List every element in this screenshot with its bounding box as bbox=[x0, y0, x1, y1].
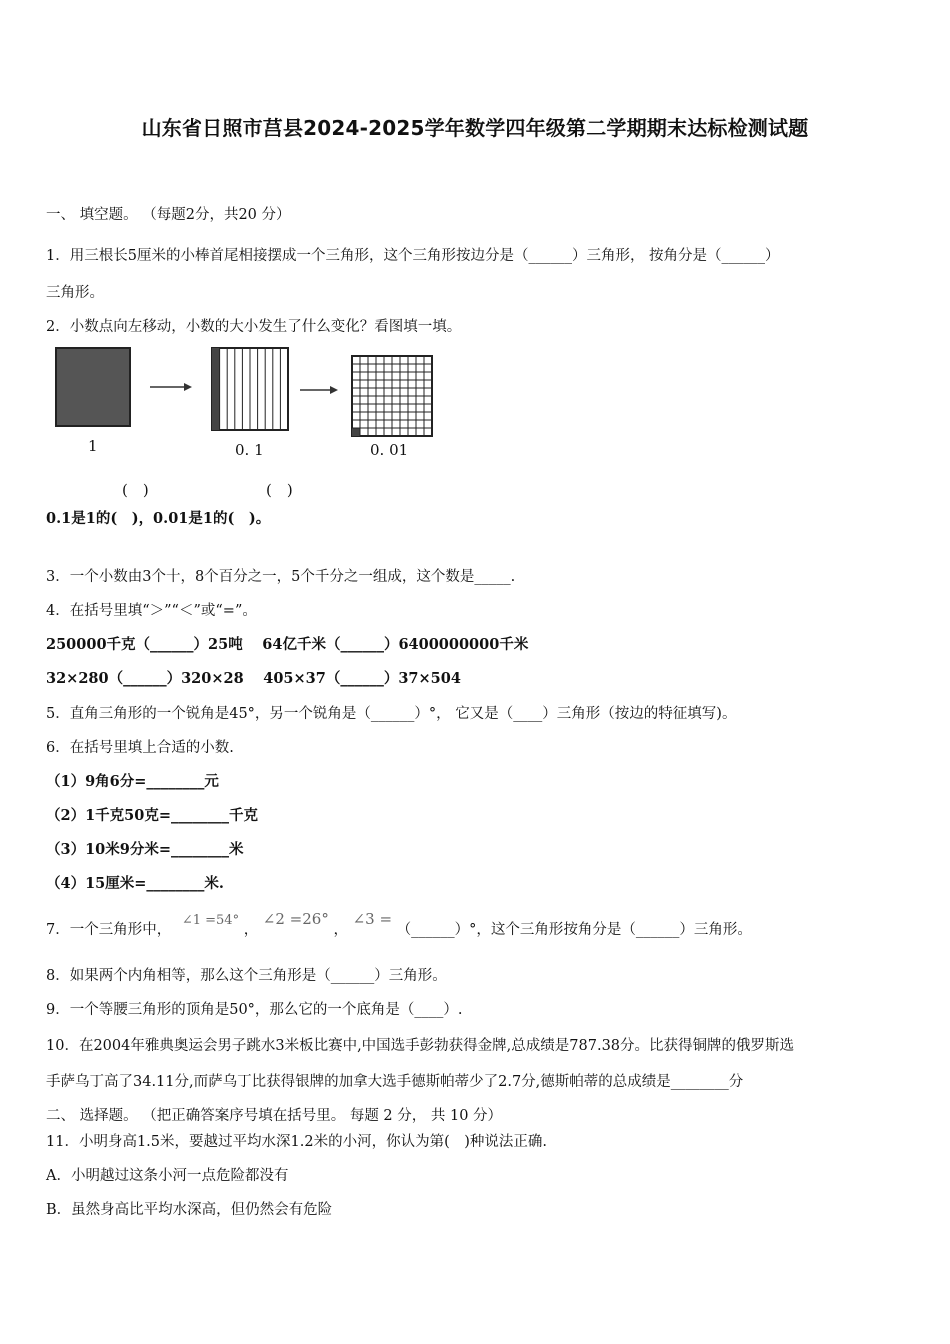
figure-label-whole: 1 bbox=[88, 437, 98, 455]
angle-3-label: ∠3 = bbox=[352, 910, 393, 928]
q2-answer-text-c: 。 bbox=[255, 510, 271, 527]
question-7: 7．一个三角形中， ∠1 =54° ， ∠2 =26° ， ∠3 = （______）°，这个三角形按角分是（______）三角形。 bbox=[46, 910, 752, 938]
section-2-heading: 二、 选择题。 （把正确答案序号填在括号里。 每题 2 分， 共 10 分） bbox=[46, 1108, 503, 1124]
question-6-item-3: （3）10米9分米=________米 bbox=[46, 841, 244, 858]
arrow-right-icon bbox=[150, 383, 192, 391]
q2-answer-text-b: ，0.01是1的 bbox=[138, 510, 228, 527]
angle-1-label: ∠1 =54° bbox=[181, 913, 240, 928]
question-4-row-2: 32×280（______）320×28 405×37（______）37×504 bbox=[46, 670, 461, 687]
question-2: 2．小数点向左移动，小数的大小发生了什么变化？看图填一填。 bbox=[46, 319, 462, 335]
question-6-item-4: （4）15厘米=________米. bbox=[46, 875, 224, 892]
option-a: A．小明越过这条小河一点危险都没有 bbox=[46, 1168, 289, 1184]
whole-square bbox=[56, 348, 130, 426]
figure-label-tenth: 0. 1 bbox=[235, 441, 264, 459]
question-9: 9．一个等腰三角形的顶角是50°，那么它的一个底角是（____）. bbox=[46, 1002, 463, 1018]
answer-blank[interactable]: ( ) bbox=[227, 510, 256, 527]
question-6: 6．在括号里填上合适的小数. bbox=[46, 740, 234, 756]
tenths-square bbox=[212, 348, 288, 430]
q2-answer-text-a: 0.1是1的 bbox=[46, 510, 111, 527]
question-4-row-1: 250000千克（______）25吨 64亿千米（______）6400000000千米 bbox=[46, 636, 529, 653]
answer-parenthesis-upper: ( ) bbox=[266, 481, 293, 499]
question-6-item-1: （1）9角6分=________元 bbox=[46, 773, 219, 790]
question-8: 8．如果两个内角相等，那么这个三角形是（______）三角形。 bbox=[46, 968, 447, 984]
answer-blank[interactable]: ( ) bbox=[110, 510, 139, 527]
section-1-heading: 一、 填空题。 （每题2分，共20 分） bbox=[46, 207, 291, 223]
arrow-right-icon bbox=[300, 386, 338, 394]
question-1-line-1: 1．用三根长5厘米的小棒首尾相接摆成一个三角形，这个三角形按边分是（______）三角形， 按角分是（______） bbox=[46, 248, 780, 264]
hundredths-square bbox=[352, 356, 432, 436]
option-b: B．虽然身高比平均水深高，但仍然会有危险 bbox=[46, 1202, 333, 1218]
angle-2-label: ∠2 =26° bbox=[262, 910, 329, 928]
question-6-item-2: （2）1千克50克=________千克 bbox=[46, 807, 259, 824]
question-1-line-2: 三角形。 bbox=[46, 285, 104, 301]
question-11: 11．小明身高1.5米，要越过平均水深1.2米的小河，你认为第( )种说法正确. bbox=[46, 1134, 547, 1150]
question-3: 3．一个小数由3个十，8个百分之一，5个千分之一组成，这个数是_____. bbox=[46, 569, 516, 585]
question-5: 5．直角三角形的一个锐角是45°，另一个锐角是（______）°， 它又是（____）三角形（按边的特征填写)。 bbox=[46, 706, 737, 722]
question-10-line-1: 10．在2004年雅典奥运会男子跳水3米板比赛中,中国选手彭勃获得金牌,总成绩是787.38分。比获得铜牌的俄罗斯选 bbox=[46, 1038, 795, 1054]
q7-text-a: 7．一个三角形中， bbox=[46, 922, 172, 938]
figure-label-hundredth: 0. 01 bbox=[370, 441, 409, 459]
answer-parenthesis-upper: ( ) bbox=[122, 481, 149, 499]
q7-text-b: （______）°，这个三角形按角分是（______）三角形。 bbox=[396, 922, 752, 938]
question-2-answer bbox=[46, 507, 270, 528]
page-title: 山东省日照市莒县2024-2025学年数学四年级第二学期期末达标检测试题 bbox=[141, 116, 809, 140]
question-10-line-2: 手萨乌丁高了34.11分,而萨乌丁比获得银牌的加拿大选手德斯帕蒂少了2.7分,德斯帕蒂的总成绩是________分 bbox=[46, 1074, 744, 1090]
question-4: 4．在括号里填“＞”“＜”或“=”。 bbox=[46, 603, 257, 619]
decimal-squares-figure bbox=[46, 340, 446, 440]
